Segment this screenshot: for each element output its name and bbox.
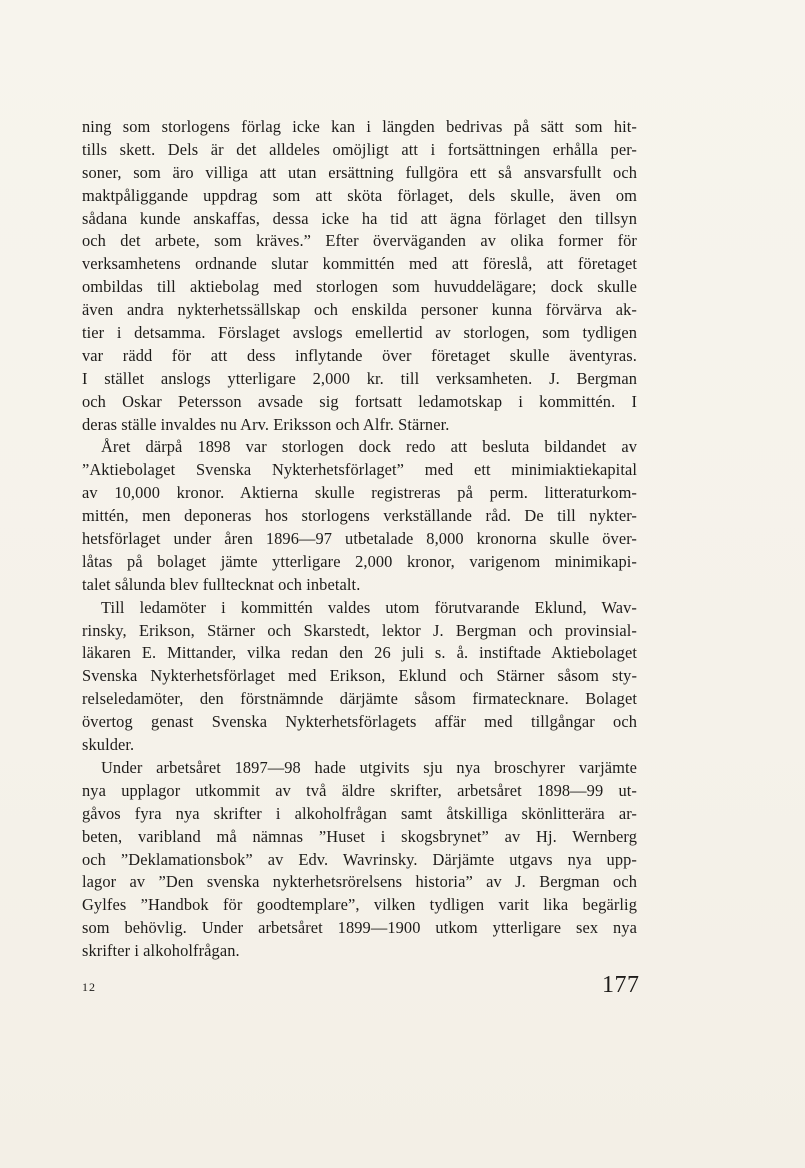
text-line: beten, varibland må nämnas ”Huset i skogsbrynet” av Hj. Wernberg: [82, 826, 637, 846]
text-line: låtas på bolaget jämte ytterligare 2,000 kronor, varigenom minimikapi-: [82, 551, 637, 571]
text-line: Året därpå 1898 var storlogen dock redo att besluta bildandet av: [101, 437, 637, 457]
text-line: Svenska Nykterhetsförlaget med Erikson, Eklund och Stärner såsom sty-: [82, 666, 637, 686]
page-number: 177: [602, 972, 640, 998]
text-line: maktpåliggande uppdrag som att sköta förlaget, dels skulle, även om: [82, 185, 637, 205]
signature-mark: 12: [82, 980, 96, 994]
text-line: deras ställe invaldes nu Arv. Eriksson och Alfr. Stärner.: [82, 414, 450, 434]
text-line: tills skett. Dels är det alldeles omöjligt att i fortsättningen erhålla per-: [82, 139, 637, 159]
text-line: skrifter i alkoholfrågan.: [82, 941, 240, 961]
text-line: läkaren E. Mittander, vilka redan den 26 juli s. å. instiftade Aktiebolaget: [82, 643, 637, 663]
text-line: ning som storlogens förlag icke kan i längden bedrivas på sätt som hit-: [82, 117, 637, 136]
text-line: I stället anslogs ytterligare 2,000 kr. till verksamheten. J. Bergman: [82, 368, 637, 388]
text-line: och ”Deklamationsbok” av Edv. Wavrinsky. Därjämte utgavs nya upp-: [82, 849, 637, 869]
text-line: lagor av ”Den svenska nykterhetsrörelsens historia” av J. Bergman och: [82, 872, 637, 892]
text-line: sådana kunde anskaffas, dessa icke ha tid att ägna förlaget den tillsyn: [82, 208, 637, 228]
text-line: även andra nykterhetssällskap och enskilda personer kunna förvärva ak-: [82, 300, 637, 320]
text-line: mittén, men deponeras hos storlogens verkställande råd. De till nykter-: [82, 506, 637, 526]
text-line: ombildas till aktiebolag med storlogen som huvuddelägare; dock skulle: [82, 277, 637, 297]
text-line: som behövlig. Under arbetsåret 1899—1900 utkom ytterligare sex nya: [82, 918, 637, 938]
body-text: [82, 116, 637, 963]
text-line: tier i detsamma. Förslaget avslogs emellertid av storlogen, som tydligen: [82, 323, 637, 343]
text-line: rinsky, Erikson, Stärner och Skarstedt, lektor J. Bergman och provinsial-: [82, 620, 637, 640]
text-line: soner, som äro villiga att utan ersättning fullgöra ett så ansvarsfullt och: [82, 162, 637, 182]
text-line: av 10,000 kronor. Aktierna skulle registreras på perm. litteraturkom-: [82, 483, 637, 503]
text-line: övertog genast Svenska Nykterhetsförlagets affär med tillgångar och: [82, 712, 637, 732]
text-line: nya upplagor utkommit av två äldre skrifter, arbetsåret 1898—99 ut-: [82, 780, 637, 800]
text-line: talet sålunda blev fulltecknat och inbetalt.: [82, 574, 361, 594]
text-line: och det arbete, som kräves.” Efter överväganden av olika former för: [82, 231, 637, 251]
text-line: Under arbetsåret 1897—98 hade utgivits sju nya broschyrer varjämte: [101, 757, 637, 777]
text-line: hetsförlaget under åren 1896—97 utbetalade 8,000 kronorna skulle över-: [82, 529, 637, 549]
text-line: Till ledamöter i kommittén valdes utom förutvarande Eklund, Wav-: [101, 597, 637, 617]
text-line: ”Aktiebolaget Svenska Nykterhetsförlaget” med ett minimiaktiekapital: [82, 460, 637, 480]
text-line: gåvos fyra nya skrifter i alkoholfrågan samt åtskilliga skönlitterära ar-: [82, 803, 637, 823]
text-line: skulder.: [82, 735, 135, 755]
text-line: Gylfes ”Handbok för goodtemplare”, vilken tydligen varit lika begärlig: [82, 895, 637, 915]
text-line: var rädd för att dess inflytande över företaget skulle äventyras.: [82, 345, 637, 365]
text-line: verksamhetens ordnande slutar kommittén med att föreslå, att företaget: [82, 254, 637, 274]
text-line: relseledamöter, den förstnämnde därjämte såsom firmatecknare. Bolaget: [82, 689, 637, 709]
text-line: och Oskar Petersson avsade sig fortsatt ledamotskap i kommittén. I: [82, 391, 637, 411]
